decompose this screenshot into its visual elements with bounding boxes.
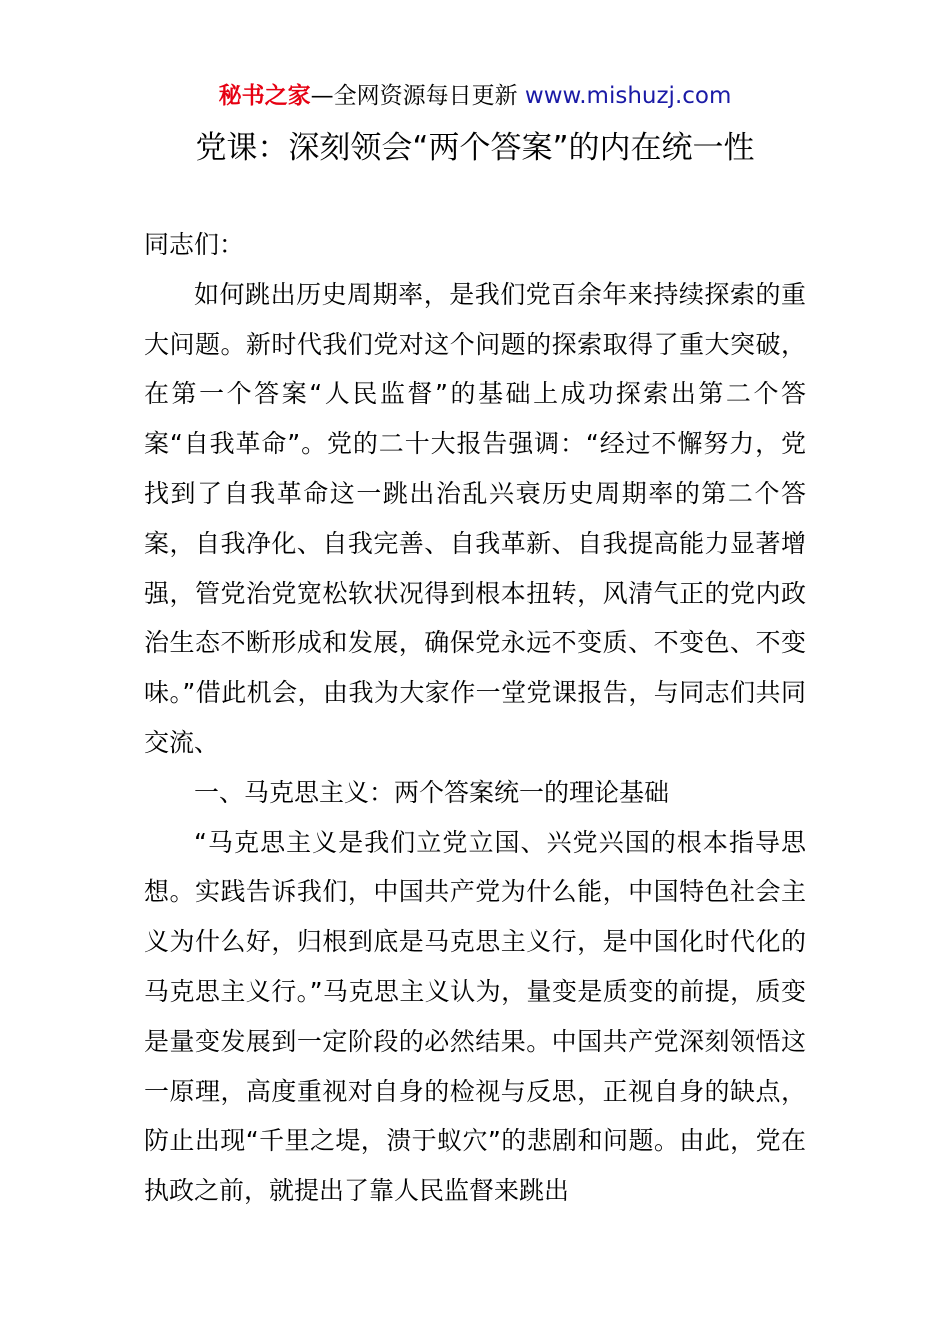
paragraph-marxism: “马克思主义是我们立党立国、兴党兴国的根本指导思想。实践告诉我们，中国共产党为什么能，中国特色社会主义为什么好，归根到底是马克思主义行，是中国化时代化的马克思主义行。”马克思主义认为，量变是质变的前提，质变是量变发展到一定阶段的必然结果。中国共产党深刻领悟这一原理，高度重视对自身的检视与反思，正视自身的缺点，防止出现“千里之堤，溃于蚁穴”的悲剧和问题。由此，党在执政之前，就提出了靠人民监督来跳出 — [144, 827, 806, 1206]
section-heading: 一、马克思主义：两个答案统一的理论基础 — [194, 777, 670, 807]
header-tagline: —全网资源每日更新 — [310, 83, 518, 109]
paragraph-intro: 如何跳出历史周期率，是我们党百余年来持续探索的重大问题。新时代我们党对这个问题的探索取得了重大突破，在第一个答案“人民监督”的基础上成功探索出第二个答案“自我革命”。党的二十大报告强调：“经过不懈努力，党找到了自我革命这一跳出治乱兴衰历史周期率的第二个答案，自我净化、自我完善、自我革新、自我提高能力显著增强，管党治党宽松软状况得到根本扭转，风清气正的党内政治生态不断形成和发展，确保党永远不变质、不变色、不变味。”借此机会，由我为大家作一堂党课报告，与同志们共同交流、 — [144, 279, 806, 757]
site-header — [0, 80, 950, 112]
page-title: 党课：深刻领会“两个答案”的内在统一性 — [195, 130, 755, 166]
site-url[interactable]: www.mishuzj.com — [524, 83, 732, 109]
document-body — [144, 220, 806, 1216]
brand-name: 秘书之家 — [218, 83, 311, 109]
salutation: 同志们： — [144, 230, 245, 259]
